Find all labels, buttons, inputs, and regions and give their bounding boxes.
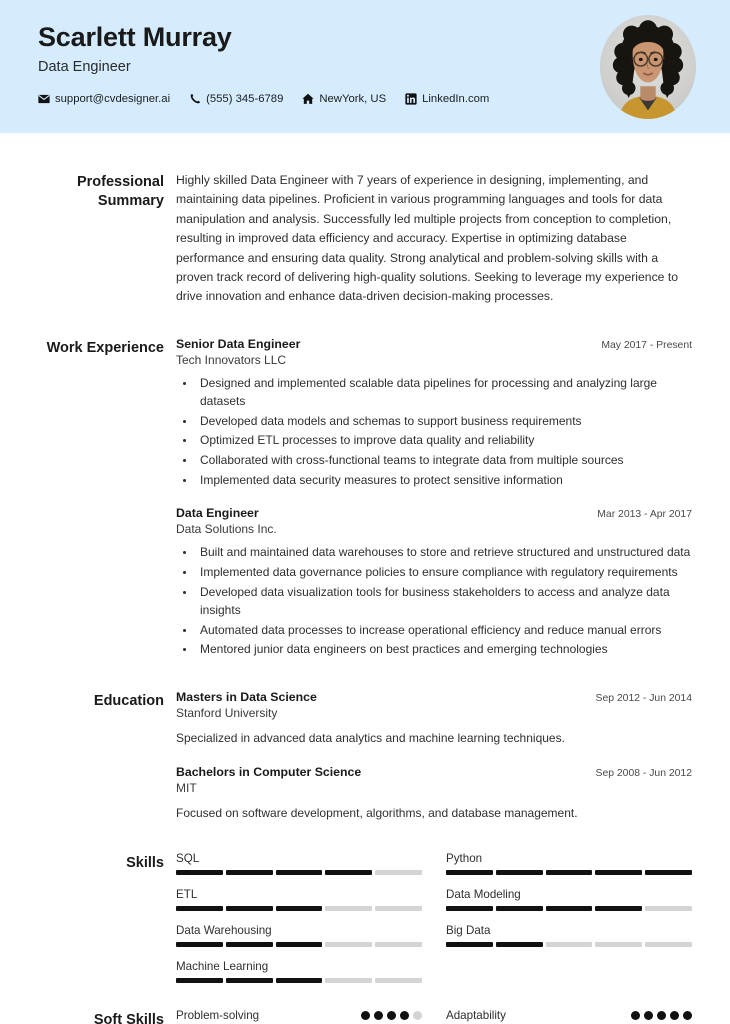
- experience-date: Mar 2013 - Apr 2017: [597, 509, 692, 521]
- section-label-experience: Work Experience: [46, 339, 164, 356]
- list-item: • Collaborated with cross-functional teams to integrate data from multiple sources: [196, 451, 692, 469]
- skill-bar-segment: [375, 942, 422, 947]
- rating-dot: [657, 1011, 666, 1020]
- experience-date: May 2017 - Present: [601, 339, 692, 351]
- education-school: MIT: [176, 781, 197, 796]
- skill-bar-segment: [446, 870, 493, 875]
- education-degree: Masters in Data Science: [176, 690, 317, 705]
- skill-bar-segment: [546, 942, 593, 947]
- skill-bar-segment: [546, 870, 593, 875]
- experience-org: Tech Innovators LLC: [176, 352, 287, 367]
- skill-name: ETL: [176, 888, 198, 902]
- experience-bullets: [176, 374, 692, 489]
- list-item: • Developed data visualization tools for business stakeholders to access and analyze data insights: [196, 583, 692, 619]
- education-entry: [176, 690, 692, 747]
- skill-bar-segment: [176, 942, 223, 947]
- candidate-name: Scarlett Murray: [38, 22, 232, 52]
- skill-level-bar: [176, 978, 422, 983]
- soft-skill-rating: [631, 1011, 692, 1020]
- experience-entry: [176, 506, 692, 658]
- rating-dot: [413, 1011, 422, 1020]
- soft-skills-grid: [176, 1009, 692, 1022]
- skill-item: [176, 924, 422, 947]
- resume-body: [0, 133, 730, 1024]
- skill-name: Python: [446, 852, 483, 866]
- skill-bar-segment: [645, 906, 692, 911]
- skill-name: Data Modeling: [446, 888, 521, 902]
- rating-dot: [631, 1011, 640, 1020]
- skill-bar-segment: [325, 978, 372, 983]
- education-description: Specialized in advanced data analytics and machine learning techniques.: [176, 731, 565, 746]
- skill-bar-segment: [595, 906, 642, 911]
- skill-level-bar: [176, 870, 422, 875]
- skill-item: [176, 960, 422, 983]
- skill-item: [446, 888, 692, 911]
- list-item: • Built and maintained data warehouses to store and retrieve structured and unstructured data: [196, 543, 692, 561]
- list-item: • Designed and implemented scalable data pipelines for processing and analyzing large datasets: [196, 374, 692, 410]
- skill-bar-segment: [595, 870, 642, 875]
- skill-bar-segment: [176, 978, 223, 983]
- resume-header: [0, 0, 730, 133]
- experience-org: Data Solutions Inc.: [176, 522, 277, 537]
- list-item: • Implemented data governance policies to ensure compliance with regulatory requirements: [196, 563, 692, 581]
- skill-bar-segment: [226, 978, 273, 983]
- contact-location-text: NewYork, US: [319, 93, 387, 106]
- rating-dot: [670, 1011, 679, 1020]
- candidate-job-title: Data Engineer: [38, 59, 131, 76]
- list-item: • Developed data models and schemas to support business requirements: [196, 412, 692, 430]
- experience-title: Data Engineer: [176, 506, 259, 521]
- section-label-summary: Professional Summary: [76, 174, 164, 209]
- skill-bar-segment: [325, 906, 372, 911]
- skill-name: Machine Learning: [176, 960, 269, 974]
- skill-bar-segment: [325, 870, 372, 875]
- skill-bar-segment: [496, 942, 543, 947]
- skill-bar-segment: [226, 906, 273, 911]
- skill-name: Data Warehousing: [176, 924, 272, 938]
- skill-item: [176, 888, 422, 911]
- skill-bar-segment: [645, 870, 692, 875]
- email-icon: [38, 93, 50, 105]
- experience-bullets: [176, 543, 692, 658]
- soft-skill-rating: [361, 1011, 422, 1020]
- education-degree: Bachelors in Computer Science: [176, 765, 362, 780]
- rating-dot: [387, 1011, 396, 1020]
- soft-skill-item: [446, 1009, 692, 1022]
- experience-entry: [176, 337, 692, 489]
- skill-name: SQL: [176, 852, 200, 866]
- list-item: • Implemented data security measures to protect sensitive information: [196, 471, 692, 489]
- skill-level-bar: [176, 906, 422, 911]
- contact-email-text: support@cvdesigner.ai: [55, 93, 171, 106]
- contact-linkedin[interactable]: [405, 93, 489, 105]
- skill-bar-segment: [176, 906, 223, 911]
- contact-email[interactable]: [38, 93, 170, 105]
- skill-bar-segment: [276, 906, 323, 911]
- rating-dot: [361, 1011, 370, 1020]
- section-education: [38, 660, 692, 822]
- summary-text: Highly skilled Data Engineer with 7 years of experience in designing, implementing, and maintaining data pipelines. Proficient in various programming languages and tools for data manipulation and analysis. Successfully led multiple projects from conception to completion, resulting in improved data efficiency and accuracy. Expertise in optimizing database performance and ensuring data quality. Strong analytical and problem-solving skills with a proven track record of delivering high-quality solutions. Seeking to leverage my experience to drive innovation and enhance data-driven decision-making processes.: [176, 173, 678, 304]
- education-date: Sep 2008 - Jun 2012: [595, 768, 692, 780]
- skill-bar-segment: [595, 942, 642, 947]
- list-item: • Optimized ETL processes to improve data quality and reliability: [196, 431, 692, 449]
- rating-dot: [644, 1011, 653, 1020]
- section-soft-skills: [38, 983, 692, 1024]
- skill-bar-segment: [226, 942, 273, 947]
- education-entry: [176, 765, 692, 822]
- skill-bar-segment: [645, 942, 692, 947]
- linkedin-icon: [405, 93, 417, 105]
- rating-dot: [374, 1011, 383, 1020]
- experience-title: Senior Data Engineer: [176, 336, 301, 351]
- contact-location[interactable]: [302, 93, 386, 105]
- skill-bar-segment: [325, 942, 372, 947]
- skill-level-bar: [446, 870, 692, 875]
- home-icon: [302, 93, 314, 105]
- skill-bar-segment: [176, 870, 223, 875]
- skill-level-bar: [446, 906, 692, 911]
- rating-dot: [683, 1011, 692, 1020]
- section-skills: [38, 822, 692, 983]
- skill-bar-segment: [276, 942, 323, 947]
- list-item: • Mentored junior data engineers on best practices and emerging technologies: [196, 640, 692, 658]
- skill-item: [446, 852, 692, 875]
- contact-list: [38, 93, 696, 105]
- skill-bar-segment: [276, 870, 323, 875]
- rating-dot: [400, 1011, 409, 1020]
- section-label-skills: Skills: [126, 855, 164, 872]
- skills-grid: [176, 852, 692, 983]
- soft-skill-name: Problem-solving: [176, 1009, 260, 1023]
- section-label-soft-skills: Soft Skills: [93, 1012, 164, 1024]
- phone-icon: [189, 93, 201, 105]
- skill-name: Big Data: [446, 924, 491, 938]
- contact-phone[interactable]: [189, 93, 283, 105]
- avatar: [600, 15, 696, 119]
- contact-linkedin-text: LinkedIn.com: [422, 93, 490, 106]
- section-label-education: Education: [93, 693, 164, 710]
- skill-bar-segment: [276, 978, 323, 983]
- skill-level-bar: [446, 942, 692, 947]
- section-work-experience: [38, 307, 692, 660]
- education-school: Stanford University: [176, 706, 278, 721]
- skill-bar-segment: [226, 870, 273, 875]
- skill-bar-segment: [546, 906, 593, 911]
- section-professional-summary: [38, 133, 692, 307]
- education-description: Focused on software development, algorithms, and database management.: [176, 806, 578, 821]
- skill-bar-segment: [496, 870, 543, 875]
- contact-phone-text: (555) 345-6789: [206, 93, 284, 106]
- soft-skill-item: [176, 1009, 422, 1022]
- skill-bar-segment: [446, 906, 493, 911]
- skill-bar-segment: [496, 906, 543, 911]
- list-item: • Automated data processes to increase operational efficiency and reduce manual errors: [196, 621, 692, 639]
- skill-item: [176, 852, 422, 875]
- skill-bar-segment: [375, 906, 422, 911]
- skill-bar-segment: [375, 870, 422, 875]
- skill-bar-segment: [375, 978, 422, 983]
- skill-item: [446, 924, 692, 947]
- skill-level-bar: [176, 942, 422, 947]
- skill-bar-segment: [446, 942, 493, 947]
- education-date: Sep 2012 - Jun 2014: [595, 693, 692, 705]
- soft-skill-name: Adaptability: [446, 1009, 506, 1023]
